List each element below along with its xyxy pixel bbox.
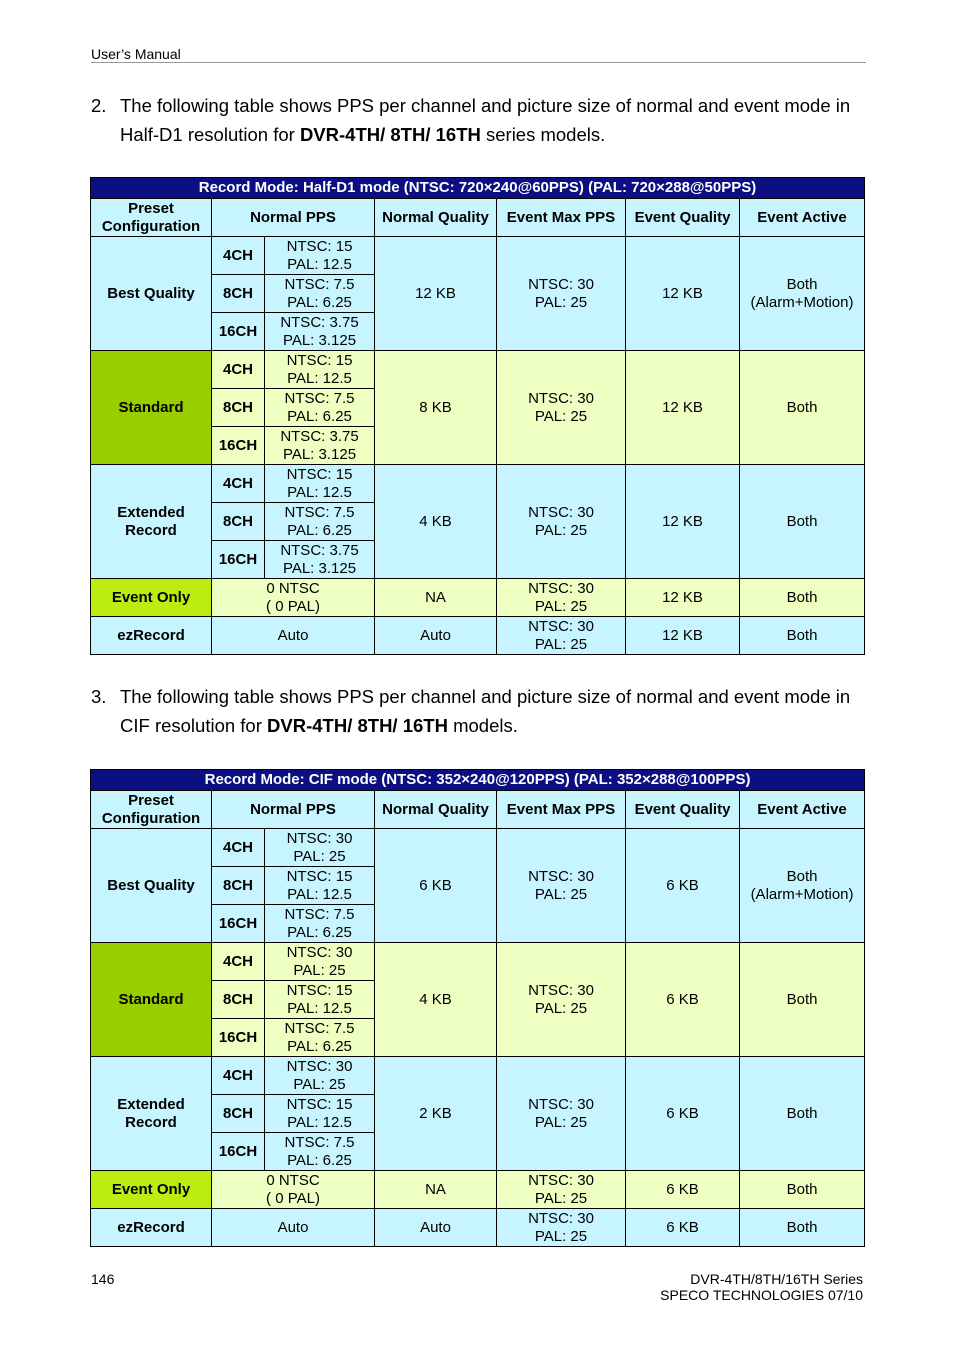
event-active-cell: Both bbox=[740, 1057, 865, 1171]
table-row bbox=[91, 351, 865, 389]
paragraph-2 bbox=[91, 91, 866, 149]
normal-quality-cell: NA bbox=[375, 1171, 497, 1209]
pps-cell: NTSC: 30 PAL: 25 bbox=[265, 829, 375, 867]
pps-cell: NTSC: 7.5 PAL: 6.25 bbox=[265, 1019, 375, 1057]
pps-cell: NTSC: 7.5 PAL: 6.25 bbox=[265, 905, 375, 943]
table-row bbox=[91, 465, 865, 503]
event-max-pps-cell: NTSC: 30 PAL: 25 bbox=[497, 237, 626, 351]
event-max-pps-cell: NTSC: 30 PAL: 25 bbox=[497, 579, 626, 617]
event-quality-cell: 12 KB bbox=[626, 579, 740, 617]
pps-cell: NTSC: 7.5 PAL: 6.25 bbox=[265, 275, 375, 313]
footer-info bbox=[660, 1271, 863, 1303]
event-max-pps-cell: NTSC: 30 PAL: 25 bbox=[497, 829, 626, 943]
preset-event-only: Event Only bbox=[91, 579, 212, 617]
normal-quality-cell: 8 KB bbox=[375, 351, 497, 465]
preset-ezrecord: ezRecord bbox=[91, 1209, 212, 1247]
paragraph-text: The following table shows PPS per channel and picture size of normal and event mode in CIF resolution for DVR-4TH/ 8TH/ 16TH models. bbox=[120, 686, 851, 736]
event-active-cell: Both bbox=[740, 465, 865, 579]
pps-cell: NTSC: 15 PAL: 12.5 bbox=[265, 867, 375, 905]
pps-cell: 0 NTSC ( 0 PAL) bbox=[212, 1171, 375, 1209]
preset-extended-record: Extended Record bbox=[91, 465, 212, 579]
preset-standard: Standard bbox=[91, 351, 212, 465]
event-quality-cell: 6 KB bbox=[626, 1209, 740, 1247]
paragraph-3 bbox=[91, 682, 866, 740]
pps-cell: NTSC: 15 PAL: 12.5 bbox=[265, 465, 375, 503]
table-header-row bbox=[91, 199, 865, 237]
pps-cell: NTSC: 30 PAL: 25 bbox=[265, 943, 375, 981]
model-name: DVR-4TH/ 8TH/ 16TH bbox=[299, 124, 481, 145]
event-max-pps-cell: NTSC: 30 PAL: 25 bbox=[497, 465, 626, 579]
preset-best-quality: Best Quality bbox=[91, 237, 212, 351]
normal-quality-cell: 6 KB bbox=[375, 829, 497, 943]
pps-cell: NTSC: 7.5 PAL: 6.25 bbox=[265, 503, 375, 541]
event-max-pps-cell: NTSC: 30 PAL: 25 bbox=[497, 1209, 626, 1247]
channel-cell: 8CH bbox=[212, 981, 265, 1019]
event-active-cell: Both bbox=[740, 1209, 865, 1247]
col-header-event-active: Event Active bbox=[740, 791, 865, 829]
col-header-normal-pps: Normal PPS bbox=[212, 791, 375, 829]
pps-cell: NTSC: 15 PAL: 12.5 bbox=[265, 1095, 375, 1133]
pps-cell: NTSC: 3.75 PAL: 3.125 bbox=[265, 313, 375, 351]
event-quality-cell: 12 KB bbox=[626, 351, 740, 465]
event-active-cell: Both bbox=[740, 617, 865, 655]
table-row bbox=[91, 1057, 865, 1095]
col-header-event-max-pps: Event Max PPS bbox=[497, 199, 626, 237]
event-quality-cell: 12 KB bbox=[626, 465, 740, 579]
event-quality-cell: 6 KB bbox=[626, 1057, 740, 1171]
page-number: 146 bbox=[91, 1271, 115, 1287]
header-rule bbox=[91, 62, 866, 63]
event-max-pps-cell: NTSC: 30 PAL: 25 bbox=[497, 1171, 626, 1209]
event-active-cell: Both bbox=[740, 1171, 865, 1209]
event-quality-cell: 6 KB bbox=[626, 943, 740, 1057]
pps-cell: NTSC: 15 PAL: 12.5 bbox=[265, 981, 375, 1019]
running-header: User’s Manual bbox=[91, 46, 181, 62]
table-row bbox=[91, 829, 865, 867]
table-row bbox=[91, 943, 865, 981]
pps-cell: 0 NTSC ( 0 PAL) bbox=[212, 579, 375, 617]
pps-cell: Auto bbox=[212, 617, 375, 655]
channel-cell: 8CH bbox=[212, 867, 265, 905]
col-header-preset: Preset Configuration bbox=[91, 199, 212, 237]
table-title: Record Mode: Half-D1 mode (NTSC: 720×240@60PPS) (PAL: 720×288@50PPS) bbox=[91, 178, 865, 199]
col-header-normal-quality: Normal Quality bbox=[375, 199, 497, 237]
pps-cell: NTSC: 3.75 PAL: 3.125 bbox=[265, 541, 375, 579]
table-row bbox=[91, 1171, 865, 1209]
channel-cell: 8CH bbox=[212, 389, 265, 427]
channel-cell: 16CH bbox=[212, 1019, 265, 1057]
channel-cell: 4CH bbox=[212, 351, 265, 389]
footer-series: DVR-4TH/8TH/16TH Series bbox=[690, 1271, 863, 1287]
pps-cell: NTSC: 7.5 PAL: 6.25 bbox=[265, 389, 375, 427]
paragraph-text: The following table shows PPS per channel and picture size of normal and event mode in Half-D1 resolution for DVR-4TH/ 8TH/ 16TH series models. bbox=[120, 95, 851, 145]
col-header-event-quality: Event Quality bbox=[626, 199, 740, 237]
preset-extended-record: Extended Record bbox=[91, 1057, 212, 1171]
event-quality-cell: 12 KB bbox=[626, 617, 740, 655]
channel-cell: 4CH bbox=[212, 1057, 265, 1095]
preset-best-quality: Best Quality bbox=[91, 829, 212, 943]
event-quality-cell: 6 KB bbox=[626, 1171, 740, 1209]
channel-cell: 8CH bbox=[212, 275, 265, 313]
event-active-cell: Both bbox=[740, 351, 865, 465]
event-max-pps-cell: NTSC: 30 PAL: 25 bbox=[497, 617, 626, 655]
list-number: 3. bbox=[91, 686, 107, 707]
table-header-row bbox=[91, 791, 865, 829]
channel-cell: 4CH bbox=[212, 465, 265, 503]
table-row bbox=[91, 617, 865, 655]
channel-cell: 8CH bbox=[212, 1095, 265, 1133]
channel-cell: 16CH bbox=[212, 541, 265, 579]
col-header-event-max-pps: Event Max PPS bbox=[497, 791, 626, 829]
channel-cell: 16CH bbox=[212, 1133, 265, 1171]
normal-quality-cell: Auto bbox=[375, 1209, 497, 1247]
preset-ezrecord: ezRecord bbox=[91, 617, 212, 655]
col-header-normal-quality: Normal Quality bbox=[375, 791, 497, 829]
col-header-event-active: Event Active bbox=[740, 199, 865, 237]
normal-quality-cell: NA bbox=[375, 579, 497, 617]
normal-quality-cell: 2 KB bbox=[375, 1057, 497, 1171]
cif-table bbox=[90, 769, 865, 1247]
event-quality-cell: 6 KB bbox=[626, 829, 740, 943]
preset-standard: Standard bbox=[91, 943, 212, 1057]
channel-cell: 4CH bbox=[212, 237, 265, 275]
channel-cell: 16CH bbox=[212, 313, 265, 351]
half-d1-table bbox=[90, 177, 865, 655]
col-header-preset: Preset Configuration bbox=[91, 791, 212, 829]
event-max-pps-cell: NTSC: 30 PAL: 25 bbox=[497, 943, 626, 1057]
pps-cell: NTSC: 3.75 PAL: 3.125 bbox=[265, 427, 375, 465]
event-active-cell: Both bbox=[740, 579, 865, 617]
col-header-event-quality: Event Quality bbox=[626, 791, 740, 829]
channel-cell: 4CH bbox=[212, 943, 265, 981]
table-title: Record Mode: CIF mode (NTSC: 352×240@120PPS) (PAL: 352×288@100PPS) bbox=[91, 770, 865, 791]
normal-quality-cell: 4 KB bbox=[375, 465, 497, 579]
col-header-normal-pps: Normal PPS bbox=[212, 199, 375, 237]
table-row bbox=[91, 237, 865, 275]
event-quality-cell: 12 KB bbox=[626, 237, 740, 351]
channel-cell: 8CH bbox=[212, 503, 265, 541]
table-row bbox=[91, 1209, 865, 1247]
event-max-pps-cell: NTSC: 30 PAL: 25 bbox=[497, 1057, 626, 1171]
pps-cell: NTSC: 15 PAL: 12.5 bbox=[265, 351, 375, 389]
event-active-cell: Both (Alarm+Motion) bbox=[740, 829, 865, 943]
channel-cell: 16CH bbox=[212, 427, 265, 465]
event-active-cell: Both (Alarm+Motion) bbox=[740, 237, 865, 351]
normal-quality-cell: Auto bbox=[375, 617, 497, 655]
channel-cell: 4CH bbox=[212, 829, 265, 867]
event-active-cell: Both bbox=[740, 943, 865, 1057]
event-max-pps-cell: NTSC: 30 PAL: 25 bbox=[497, 351, 626, 465]
pps-cell: NTSC: 30 PAL: 25 bbox=[265, 1057, 375, 1095]
table-row bbox=[91, 579, 865, 617]
normal-quality-cell: 12 KB bbox=[375, 237, 497, 351]
list-number: 2. bbox=[91, 95, 107, 116]
model-name: DVR-4TH/ 8TH/ 16TH bbox=[267, 715, 448, 736]
pps-cell: NTSC: 15 PAL: 12.5 bbox=[265, 237, 375, 275]
footer-company: SPECO TECHNOLOGIES 07/10 bbox=[660, 1287, 863, 1303]
pps-cell: NTSC: 7.5 PAL: 6.25 bbox=[265, 1133, 375, 1171]
pps-cell: Auto bbox=[212, 1209, 375, 1247]
preset-event-only: Event Only bbox=[91, 1171, 212, 1209]
normal-quality-cell: 4 KB bbox=[375, 943, 497, 1057]
channel-cell: 16CH bbox=[212, 905, 265, 943]
